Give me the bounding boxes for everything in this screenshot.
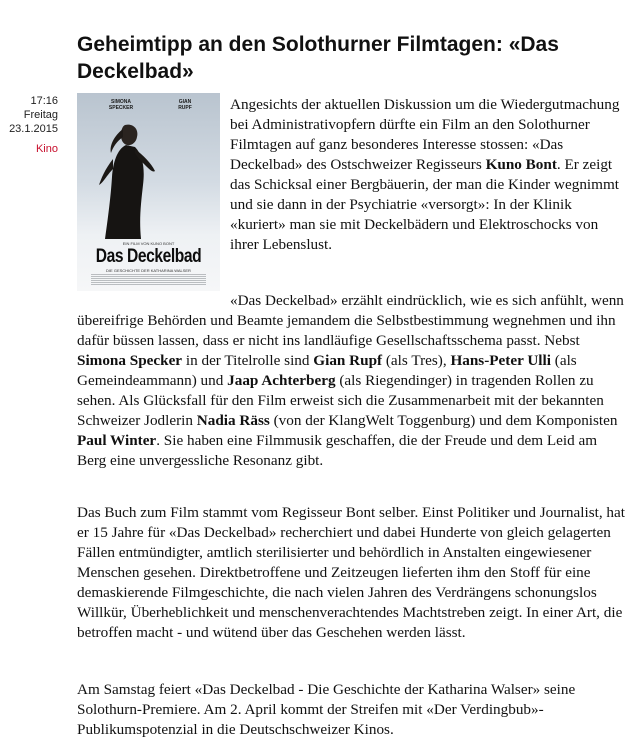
poster-name-right-last: RUPF [178, 105, 192, 111]
poster-title: Das Deckelbad [95, 246, 202, 267]
article-paragraph-4: Am Samstag feiert «Das Deckelbad - Die Geschichte der Katharina Walser» seine Solothurn-Premiere. Am 2. April kommt der Streifen mit «Der Verdingbub»-Publikumspotenzial in die Deutschschweizer Kinos. [77, 681, 576, 738]
text-run: in der Titelrolle sind [182, 352, 314, 369]
text-run: (als Gemeindeammann) und [77, 352, 577, 389]
person-name: Simona Specker [77, 352, 183, 369]
poster-name-left-last: SPECKER [108, 105, 134, 111]
article-paragraph-1 [230, 95, 625, 255]
person-name: Gian Rupf [313, 352, 383, 369]
poster-subtitle: DIE GESCHICHTE DER KATHARINA WALSER [106, 268, 191, 273]
poster-name-right-first: GIAN [178, 99, 192, 105]
text-run: (als Riegendinger) in tragenden Rollen zu sehen. Als Glücksfall für den Film erweist sich die Zusammenarbeit mit der bekannten Schweizer Jodlerin [77, 372, 604, 429]
person-name: Jaap Achterberg [227, 372, 336, 389]
publish-weekday: Freitag [23, 109, 58, 121]
category-link[interactable]: Kino [35, 143, 58, 155]
poster-name-left-first: SIMONA [111, 99, 131, 105]
poster-cast-right [170, 99, 200, 111]
poster-woman-figure [95, 119, 165, 241]
text-run: . Er zeigt das Schicksal einer Bergbäuerin, der man die Kinder wegnimmt und sie dann in der Psychiatrie «versorgt»: In der Klinik «kuriert» man sie mit Deckelbädern und Elektroschocks von ihrer Lebenslust. [230, 156, 619, 253]
article-meta [0, 94, 58, 156]
poster-credit: EIN FILM VON KUNO BONT [122, 241, 175, 246]
film-poster-image [77, 93, 220, 291]
text-run: Angesichts der aktuellen Diskussion um die Wiedergutmachung bei Administrativopfern dürfte ein Film an den Solothurner Filmtagen auf ganz besonderes Interesse stossen: «Das Deckelbad» des Ostschweizer Regisseurs [230, 96, 620, 173]
poster-credit-block [91, 274, 206, 286]
person-name: Hans-Peter Ulli [450, 352, 551, 369]
poster-cast-names [77, 99, 220, 117]
publish-date: 23.1.2015 [9, 123, 58, 135]
text-run: (von der KlangWelt Toggenburg) und dem Komponisten [269, 412, 618, 429]
text-run: . Sie haben eine Filmmusik geschaffen, die der Freude und dem Leid am Berg eine unvergessliche Resonanz gibt. [77, 432, 598, 469]
text-run: (als Tres), [382, 352, 451, 369]
article-title: Geheimtipp an den Solothurner Filmtagen: «Das Deckelbad» [77, 33, 559, 83]
person-name: Nadia Räss [196, 412, 270, 429]
person-name: Paul Winter [77, 432, 157, 449]
person-name: Kuno Bont [485, 156, 557, 173]
text-run: «Das Deckelbad» erzählt eindrücklich, wie es sich anfühlt, wenn übereifrige Behörden und Beamte jemandem die Selbstbestimmung wegnehmen und ihn dafür büssen lassen, dass er nicht ins landläufige Gesellschaftsschema passt. Nebst [77, 292, 624, 349]
article-paragraph-2 [77, 291, 625, 471]
publish-time: 17:16 [30, 95, 58, 107]
article-paragraph-3: Das Buch zum Film stammt vom Regisseur Bont selber. Einst Politiker und Journalist, hat er 15 Jahre für «Das Deckelbad» recherchiert und dabei Hunderte von gleich gelagerten Fällen entmündigter, amtlich sterilisierter und behördlich in Anstalten eingewiesener Menschen gesehen. Direktbetroffene und Zeitzeugen lieferten ihm den Stoff für eine demaskierende Filmgeschichte, die nach vielen Jahren des Verdrängens schonungslos Willkür, Überheblichkeit und menschenverachtendes Machtstreben zeigt. In einer Art, die betroffen macht - und wütend über das Geschehen werden lässt. [77, 504, 625, 641]
poster-cast-left [101, 99, 141, 111]
